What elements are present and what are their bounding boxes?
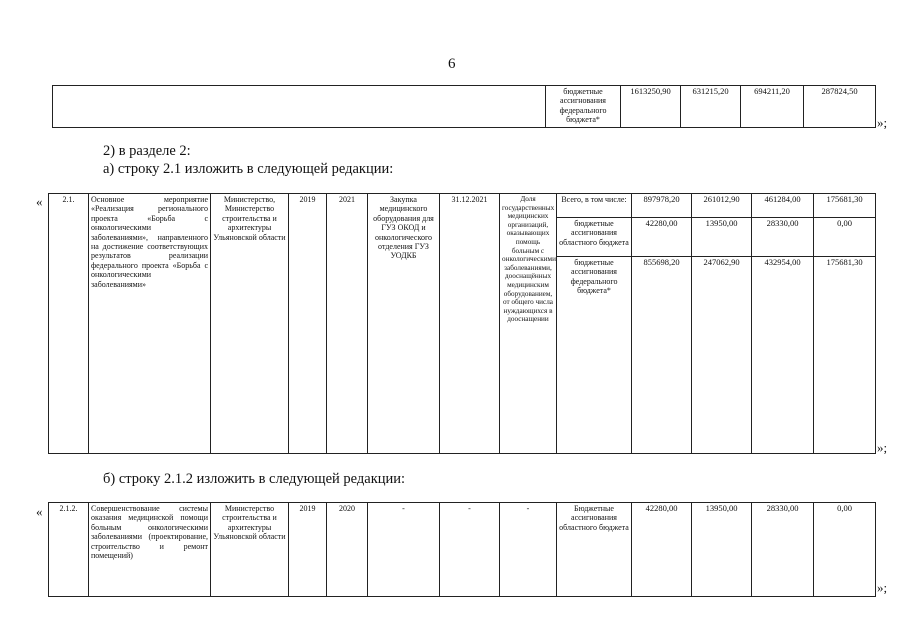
- value-cell: 28330,00: [752, 217, 813, 256]
- deadline: -: [440, 503, 500, 597]
- value-cell: 694211,20: [741, 86, 804, 128]
- source-column: [557, 194, 632, 454]
- year-start: 2019: [289, 194, 327, 454]
- open-mark: «: [36, 504, 43, 519]
- value-column-2021: [814, 194, 876, 454]
- row-number: 2.1.2.: [49, 503, 89, 597]
- end-mark: »;: [877, 115, 888, 130]
- value-column-2020: [752, 194, 814, 454]
- value-cell: 175681,30: [826, 194, 863, 204]
- value-cell: 897978,20: [643, 194, 680, 204]
- top-table: [52, 85, 876, 128]
- activity-name: Совершенствование системы оказания медицинской помощи больным онкологическими заболеваниями (проектирование, строительство и ремонт помещений): [89, 503, 211, 597]
- value-cell: 261012,90: [703, 194, 740, 204]
- value-cell: 0,00: [814, 503, 876, 597]
- deadline: 31.12.2021: [440, 194, 500, 454]
- executor: Министерство, Министерство строительства и архитектуры Ульяновской области: [211, 194, 289, 454]
- executor: Министерство строительства и архитектуры Ульяновской области: [211, 503, 289, 597]
- open-mark: «: [36, 194, 43, 209]
- result: -: [368, 503, 440, 597]
- source-total: Всего, в том числе:: [561, 195, 627, 204]
- value-cell: 175681,30: [814, 256, 875, 268]
- row-2-1-table: [48, 193, 876, 454]
- source-regional: бюджетные ассигнования областного бюджета: [557, 217, 631, 256]
- value-cell: 42280,00: [632, 503, 692, 597]
- value-cell: 631215,20: [681, 86, 741, 128]
- page-number: 6: [448, 56, 456, 72]
- value-cell: 13950,00: [692, 217, 751, 256]
- value-cell: 13950,00: [692, 503, 752, 597]
- end-mark: »;: [877, 440, 888, 455]
- value-cell: 247062,90: [692, 256, 751, 268]
- source-federal: бюджетные ассигнования федерального бюджета*: [557, 256, 631, 297]
- value-cell: 287824,50: [804, 86, 876, 128]
- instruction-b: б) строку 2.1.2 изложить в следующей редакции:: [103, 471, 406, 487]
- value-cell: 28330,00: [752, 503, 814, 597]
- source-label: бюджетные ассигнования федерального бюджета*: [546, 86, 621, 128]
- activity-name: Основное мероприятие «Реализация регионального проекта «Борьба с онкологическими заболеваниями», направленного на достижение соответствующих результатов реализации федерального проекта «Борьба с онкологическими заболеваниями»: [89, 194, 211, 454]
- value-column-2019: [692, 194, 752, 454]
- indicator: Доля государственных медицинских организаций, оказывающих помощь больным с онкологическими заболеваниями, дооснащённых медицинским оборудованием, от общего числа нуждающихся в дооснащении: [500, 194, 557, 454]
- year-end: 2021: [327, 194, 368, 454]
- value-cell: 432954,00: [752, 256, 813, 268]
- value-cell: 461284,00: [764, 194, 801, 204]
- value-column-total: [632, 194, 692, 454]
- value-cell: 0,00: [814, 217, 875, 256]
- row-2-1-2-table: [48, 502, 876, 597]
- row-number: 2.1.: [49, 194, 89, 454]
- end-mark: »;: [877, 580, 888, 595]
- result: Закупка медицинского оборудования для ГУЗ ОКОД и онкологического отделения ГУЗ УОДКБ: [368, 194, 440, 454]
- value-cell: 42280,00: [632, 217, 691, 256]
- value-cell: 1613250,90: [621, 86, 681, 128]
- source-label: Бюджетные ассигнования областного бюджета: [557, 503, 632, 597]
- empty-cell: [53, 86, 546, 128]
- instruction-a: а) строку 2.1 изложить в следующей редакции:: [103, 161, 394, 177]
- value-cell: 855698,20: [632, 256, 691, 268]
- year-end: 2020: [327, 503, 368, 597]
- section-heading: 2) в разделе 2:: [103, 143, 191, 159]
- indicator: -: [500, 503, 557, 597]
- year-start: 2019: [289, 503, 327, 597]
